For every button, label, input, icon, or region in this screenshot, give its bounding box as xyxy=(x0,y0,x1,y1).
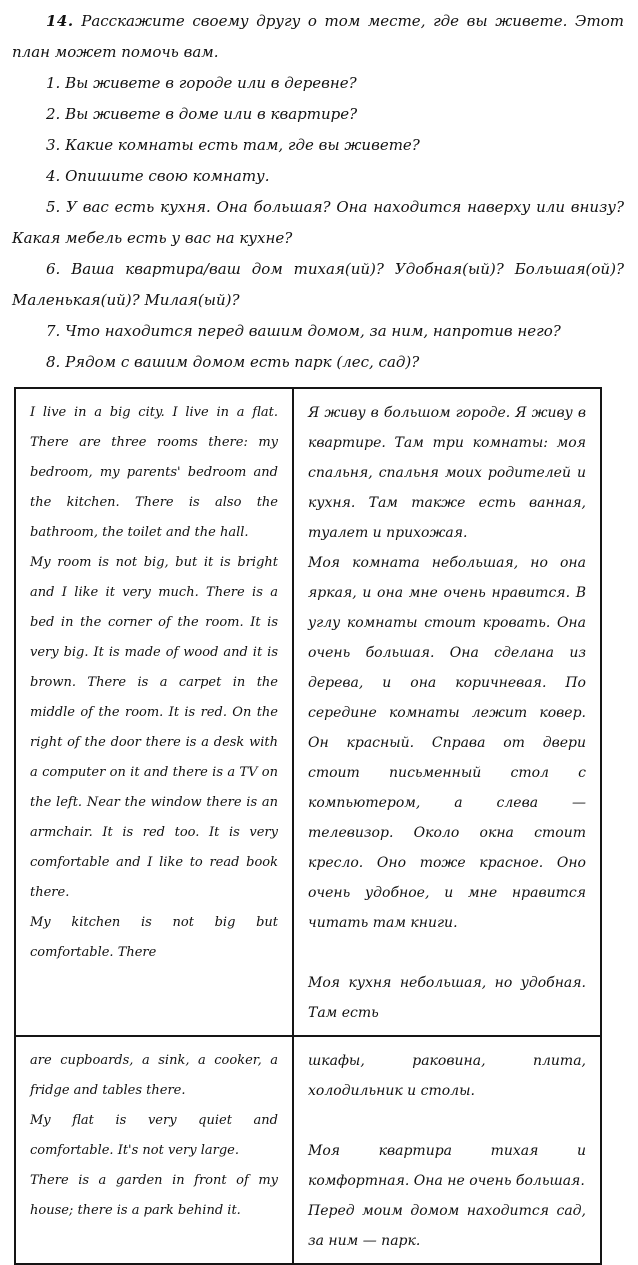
russian-text-cell xyxy=(293,388,601,1036)
english-text-cell xyxy=(15,1036,293,1264)
russian-paragraph: Я живу в большом городе. Я живу в квартире. Там три комнаты: моя спальня, спальня моих родителей и кухня. Там также есть ванная, туалет и прихожая. xyxy=(308,405,586,541)
exercise-question: 2. Вы живете в доме или в квартире? xyxy=(46,105,358,123)
exercise-question: 4. Опишите свою комнату. xyxy=(46,167,270,185)
russian-paragraph: Моя комната небольшая, но она яркая, и она мне очень нравится. В углу комнаты стоит кровать. Она очень большая. Она сделана из дерева, и она коричневая. По середине комнаты лежит ковер. Он красный. Справа от двери стоит письменный стол с компьютером, а слева — телевизор. Около окна стоит кресло. Оно тоже красное. Оно очень удобное, и мне нравится читать там книги. xyxy=(308,555,586,931)
exercise-instructions xyxy=(0,0,638,378)
exercise-question: 5. У вас есть кухня. Она большая? Она находится наверху или внизу? Какая мебель есть у вас на кухне? xyxy=(12,198,624,247)
russian-paragraph: Перед моим домом находится сад, за ним — парк. xyxy=(308,1203,586,1249)
russian-paragraph: Моя квартира тихая и комфортная. Она не очень большая. xyxy=(308,1143,586,1189)
exercise-question: 8. Рядом с вашим домом есть парк (лес, сад)? xyxy=(46,353,420,371)
english-paragraph: My room is not big, but it is bright and I like it very much. There is a bed in the corner of the room. It is very big. It is made of wood and it is brown. There is a carpet in the middle of the room. It is red. On the right of the door there is a desk with a computer on it and there is a TV on the left. Near the window there is an armchair. It is red too. It is very comfortable and I like to read book there. xyxy=(30,555,278,900)
russian-paragraph: шкафы, раковина, плита, холодильник и столы. xyxy=(308,1053,586,1099)
exercise-question: 1. Вы живете в городе или в деревне? xyxy=(46,74,357,92)
exercise-task xyxy=(12,6,624,68)
translation-table xyxy=(14,387,602,1265)
english-paragraph: I live in a big city. I live in a flat. There are three rooms there: my bedroom, my parents' bedroom and the kitchen. There is also the bathroom, the toilet and the hall. xyxy=(30,405,278,540)
table-row xyxy=(15,1036,601,1264)
english-paragraph: My flat is very quiet and comfortable. It's not very large. xyxy=(30,1113,278,1158)
russian-paragraph: Моя кухня небольшая, но удобная. Там есть xyxy=(308,975,586,1021)
english-text-cell xyxy=(15,388,293,1036)
exercise-task-text: Расскажите своему другу о том месте, где вы живете. Этот план может помочь вам. xyxy=(12,12,624,61)
table-row xyxy=(15,388,601,1036)
english-paragraph: My kitchen is not big but comfortable. There xyxy=(30,915,278,960)
english-paragraph: are cupboards, a sink, a cooker, a fridge and tables there. xyxy=(30,1053,278,1098)
russian-text-cell xyxy=(293,1036,601,1264)
exercise-number: 14. xyxy=(46,12,74,30)
exercise-question: 7. Что находится перед вашим домом, за ним, напротив него? xyxy=(46,322,561,340)
exercise-question: 3. Какие комнаты есть там, где вы живете? xyxy=(46,136,420,154)
exercise-question: 6. Ваша квартира/ваш дом тихая(ий)? Удобная(ый)? Большая(ой)? Маленькая(ий)? Милая(ый)? xyxy=(12,260,624,309)
english-paragraph: There is a garden in front of my house; there is a park behind it. xyxy=(30,1173,278,1218)
